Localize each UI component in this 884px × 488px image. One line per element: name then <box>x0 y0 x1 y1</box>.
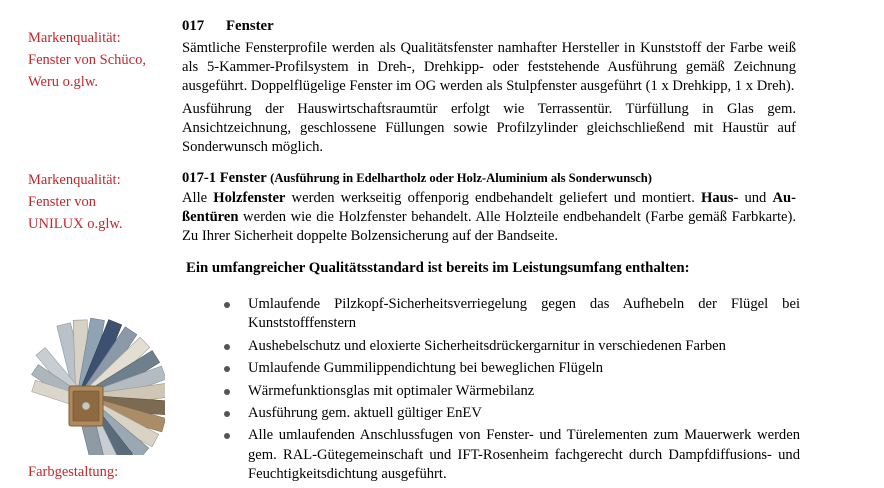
section-017 <box>182 8 796 157</box>
section-017-1-paragraph <box>182 189 796 246</box>
section-017-1-subtitle: (Ausführung in Edelhartholz oder Holz-Aluminium als Sonderwunsch) <box>270 171 652 185</box>
text-run-bold: Holzfenster <box>213 190 286 206</box>
list-item <box>204 426 800 484</box>
section-017-title: Fenster <box>226 18 274 34</box>
bullet-dot-icon <box>224 366 230 372</box>
list-item-text: Umlaufende Pilzkopf-Sicherheitsverriegelung gegen das Aufhebeln der Flügel bei Kunststofffenstern <box>248 296 800 332</box>
list-item <box>204 404 800 423</box>
text-run: werden werkseitig offenporig endbehandelt geliefert und montiert. <box>285 190 702 206</box>
quality-standard-list <box>204 295 800 488</box>
margin-note-line: Fenster von Schüco, <box>28 51 146 68</box>
margin-note-line: Weru o.glw. <box>28 73 98 90</box>
text-run-bold: Haus- <box>701 190 739 206</box>
quality-standard-heading: Ein umfangreicher Qualitätsstandard ist bereits im Leistungsumfang enthalten: <box>186 260 690 276</box>
bullet-dot-icon <box>224 433 230 439</box>
section-017-paragraph-2: Ausführung der Hauswirtschaftsraumtür erfolgt wie Terrassentür. Türfüllung in Glas gem. Ansichtzeichnung, geschlossene Füllungen sowie Profilzylinder gleichschließend mit Haustür auf Sonderwunsch möglich. <box>182 100 796 155</box>
section-017-heading <box>182 18 796 35</box>
margin-note-line: Fenster von <box>28 193 97 210</box>
list-item-text: Alle umlaufenden Anschlussfugen von Fenster- und Türelementen zum Mauerwerk werden gem. RAL-Gütegemeinschaft und IFT-Rosenheim fachgerecht durch Dampfdiffusions- und Feuchtigkeitsdichtung ausgeführt. <box>248 427 800 483</box>
text-run-bold: Au-ßentüren <box>182 190 797 225</box>
margin-note-unilux <box>28 170 123 235</box>
bullet-dot-icon <box>224 389 230 395</box>
text-run: werden wie die Holzfenster behandelt. Alle Holzteile endbehandelt (Farbe gemäß Farbkarte). Zu Ihrer Sicherheit doppelte Bolzensicherung auf der Bandseite. <box>182 208 796 244</box>
list-item-text: Umlaufende Gummilippendichtung bei beweglichen Flügeln <box>248 360 604 377</box>
list-item <box>204 359 800 378</box>
bullet-dot-icon <box>224 344 230 350</box>
margin-note-line: UNILUX o.glw. <box>28 215 123 232</box>
section-017-1-heading <box>182 170 796 187</box>
text-run: Alle <box>182 190 214 206</box>
margin-note-line: Markenqualität: <box>28 30 121 46</box>
list-item <box>204 295 800 334</box>
margin-note-schueco <box>28 28 146 93</box>
section-017-paragraph-1: Sämtliche Fensterprofile werden als Qualitätsfenster namhafter Hersteller in Kunststoff der Farbe weiß als 5-Kammer-Profilsystem in Dreh-, Drehkipp- oder feststehende Ausführung gemäß Zeichnung ausgeführt. Doppelflügelige Fenster im OG werden als Stulpfenster ausgeführt (1 x Drehkipp, 1 x Dreh). <box>182 40 796 94</box>
bullet-dot-icon <box>224 302 230 308</box>
section-017-number: 017 <box>182 18 205 34</box>
list-item-text: Ausführung gem. aktuell gültiger EnEV <box>248 405 482 422</box>
text-run: und <box>738 190 773 206</box>
margin-note-line: Markenqualität: <box>28 172 121 188</box>
section-017-1 <box>182 170 796 246</box>
color-swatch-fan-photo <box>5 290 165 455</box>
list-item-text: Aushebelschutz und eloxierte Sicherheitsdrückergarnitur in verschiedenen Farben <box>248 337 726 354</box>
section-017-1-number: 017-1 <box>182 170 217 186</box>
list-item <box>204 382 800 401</box>
section-017-1-title: Fenster <box>219 170 267 186</box>
margin-note-farbgestaltung: Farbgestaltung: <box>28 464 119 480</box>
list-item <box>204 337 800 356</box>
bullet-dot-icon <box>224 411 230 417</box>
list-item-text: Wärmefunktionsglas mit optimaler Wärmebilanz <box>248 382 535 399</box>
